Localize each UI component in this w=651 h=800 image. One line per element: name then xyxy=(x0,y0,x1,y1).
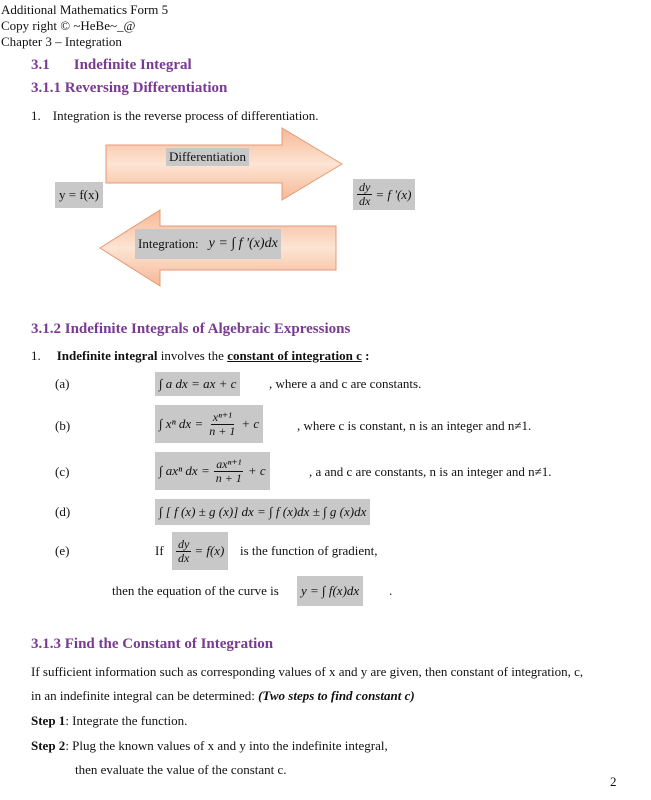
dy-dx-fraction xyxy=(176,538,191,565)
curve-equation-formula: y = ∫ f(x)dx xyxy=(297,576,363,606)
fraction-denominator: dx xyxy=(178,550,190,565)
rule-d-label: (d) xyxy=(55,504,71,519)
rule-c-formula xyxy=(155,452,270,490)
step-2-continuation: then evaluate the value of the constant c. xyxy=(75,762,287,777)
integration-label: Integration: xyxy=(138,236,199,251)
rule-c-lhs: ∫ axⁿ dx = xyxy=(159,463,210,478)
rule-e-if: If xyxy=(155,543,164,558)
rule-e-rhs: = f(x) xyxy=(194,543,225,558)
paragraph-line-2 xyxy=(31,688,415,704)
underlined-term: constant of integration c xyxy=(227,348,362,363)
rule-c-label: (c) xyxy=(55,464,70,479)
doc-title: Additional Mathematics Form 5 xyxy=(1,2,169,17)
point-2 xyxy=(31,348,369,364)
rule-c-constant: + c xyxy=(247,463,266,478)
fraction-denominator: n + 1 xyxy=(215,470,242,485)
point-end: : xyxy=(361,348,370,363)
point-text: involves the xyxy=(157,348,228,363)
rule-c-fraction xyxy=(214,458,244,485)
section-3-1-2-heading: 3.1.2 Indefinite Integrals of Algebraic Expressions xyxy=(31,321,351,337)
rule-e-gradient xyxy=(172,532,228,570)
rule-b-formula xyxy=(155,405,263,443)
rule-e-label: (e) xyxy=(55,543,70,558)
paragraph-line-1: If sufficient information such as corresponding values of x and y are given, then constant of integration, c, xyxy=(31,664,584,679)
rule-b-description: , where c is constant, n is an integer and n≠1. xyxy=(297,418,532,433)
section-number: 3.1 xyxy=(31,57,50,73)
rule-a-label: (a) xyxy=(55,376,70,391)
step-2-text: : Plug the known values of x and y into the indefinite integral, xyxy=(65,738,388,753)
rule-d-formula: ∫ [ f (x) ± g (x)] dx = ∫ f (x)dx ± ∫ g (x)dx xyxy=(155,499,370,525)
fraction-denominator: n + 1 xyxy=(209,423,236,438)
step-2-label: Step 2 xyxy=(31,738,66,753)
step-1-text: : Integrate the function. xyxy=(65,713,188,728)
dy-dx-fraction xyxy=(357,181,372,208)
rule-c-description: , a and c are constants, n is an integer and n≠1. xyxy=(309,464,552,479)
copyright-line: Copy right © ~HeBe~_@ xyxy=(1,18,136,33)
rule-a-description: , where a and c are constants. xyxy=(269,376,422,391)
fraction-numerator: xⁿ⁺¹ xyxy=(212,409,232,424)
step-1 xyxy=(31,713,187,729)
differentiation-label: Differentiation xyxy=(166,148,249,166)
rule-b-lhs: ∫ xⁿ dx = xyxy=(159,416,204,431)
rule-e-description: is the function of gradient, xyxy=(240,543,378,558)
integration-formula: y = ∫ f '(x)dx xyxy=(208,236,278,251)
f-prime-expression: = f '(x) xyxy=(375,186,412,202)
derivative-box xyxy=(353,179,415,210)
section-title: Indefinite Integral xyxy=(73,57,192,73)
curve-equation-text: then the equation of the curve is xyxy=(112,583,279,598)
point-number: 1. xyxy=(31,108,41,123)
section-3-1-1-heading: 3.1.1 Reversing Differentiation xyxy=(31,80,228,96)
point-text: Integration is the reverse process of differentiation. xyxy=(52,108,319,123)
integration-box xyxy=(135,229,281,259)
fraction-numerator: dy xyxy=(178,536,190,551)
step-1-label: Step 1 xyxy=(31,713,66,728)
section-3-1-3-heading: 3.1.3 Find the Constant of Integration xyxy=(31,636,274,652)
fraction-denominator: dx xyxy=(359,194,371,208)
y-equals-fx-box: y = f(x) xyxy=(55,182,103,208)
rule-a-formula: ∫ a dx = ax + c xyxy=(155,372,240,396)
paragraph-text: in an indefinite integral can be determined: xyxy=(31,688,259,703)
rule-b-constant: + c xyxy=(241,416,260,431)
rule-b-label: (b) xyxy=(55,418,71,433)
two-steps-note: (Two steps to find constant c) xyxy=(258,688,415,703)
curve-equation-period: . xyxy=(389,583,393,598)
rule-b-fraction xyxy=(207,411,237,438)
page-number: 2 xyxy=(610,774,617,789)
bold-term: Indefinite integral xyxy=(56,348,158,363)
chapter-line: Chapter 3 – Integration xyxy=(1,34,122,49)
fraction-numerator: dy xyxy=(359,180,371,194)
differentiation-diagram xyxy=(0,0,651,300)
point-number: 1. xyxy=(31,348,41,363)
fraction-numerator: axⁿ⁺¹ xyxy=(216,456,242,471)
step-2 xyxy=(31,738,388,754)
